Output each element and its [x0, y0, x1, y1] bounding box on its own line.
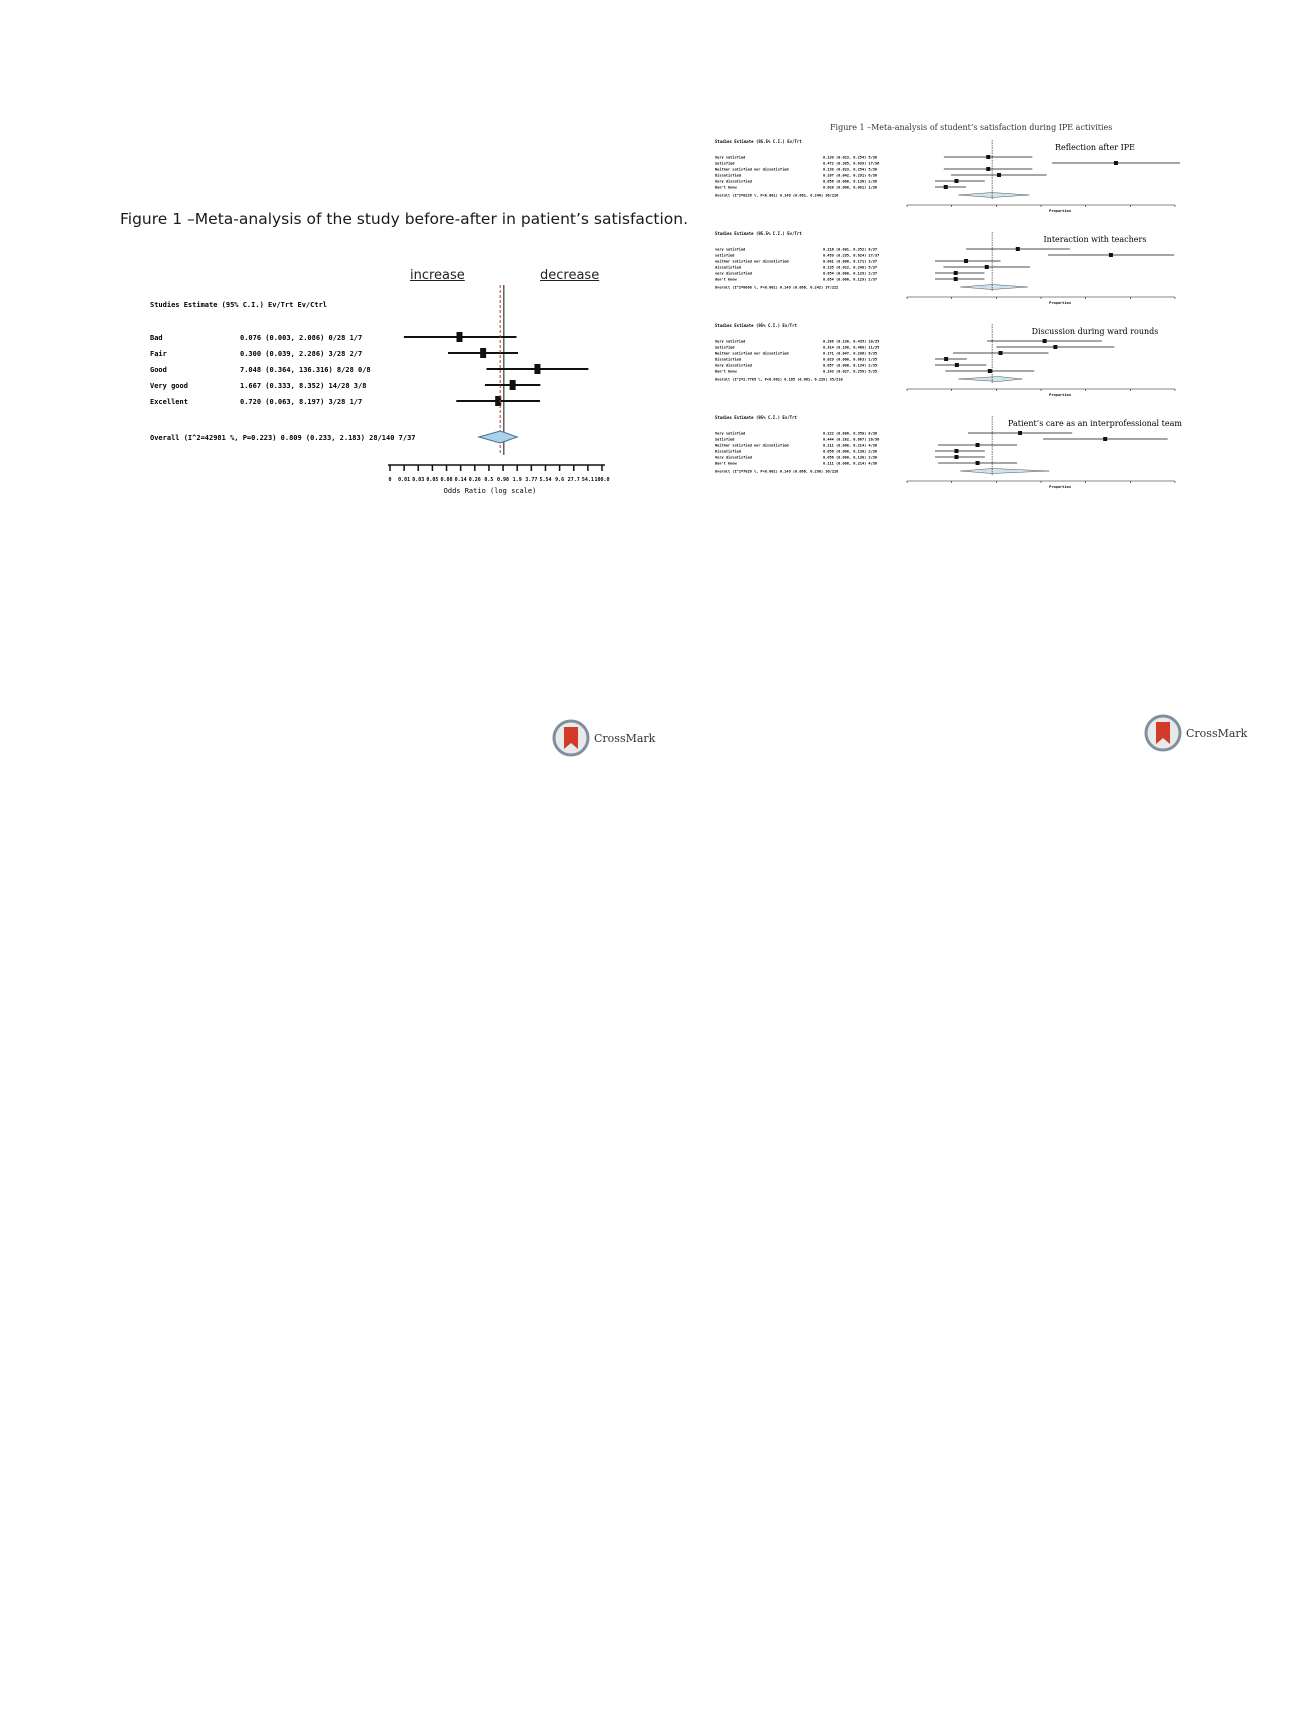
left-forest-row-label: Excellent — [150, 398, 188, 406]
right-forest-panel-title: Interaction with teachers — [1043, 235, 1147, 244]
increase-label: increase — [410, 268, 465, 283]
right-forest-row-stats: 0.056 (0.000, 0.130) 2/36 — [823, 455, 878, 460]
right-forest-row-stats: 0.081 (0.000, 0.171) 3/37 — [823, 259, 878, 264]
right-forest-row-stats: 0.459 (0.295, 0.624) 17/37 — [823, 253, 880, 258]
right-forest-row-label: Very satisfied — [715, 431, 746, 436]
right-forest-point — [954, 271, 958, 275]
right-forest-row-stats: 0.286 (0.136, 0.435) 10/35 — [823, 339, 880, 344]
right-forest-row-label: satisfied — [715, 253, 735, 258]
right-forest-row-label: don't know — [715, 277, 737, 282]
right-forest-row-stats: 0.054 (0.000, 0.129) 2/37 — [823, 277, 878, 282]
right-forest-point — [976, 443, 980, 447]
right-forest-point — [1016, 247, 1020, 251]
right-forest-header: Studies Estimate (95% C.I.) Ev/Trt — [715, 415, 797, 420]
left-forest-overall-diamond — [479, 431, 517, 443]
right-forest-xlabel: Proportion — [1049, 209, 1071, 213]
right-forest-row-stats: 0.143 (0.027, 0.259) 5/35 — [823, 369, 878, 374]
right-forest-row-label: Don't know — [715, 461, 737, 466]
right-forest-row-label: Neither satisfied nor dissatisfied — [715, 167, 789, 172]
right-forest-row-label: very satisfied — [715, 247, 746, 252]
left-forest-row-stats: 0.720 (0.063, 8.197) 3/28 1/7 — [240, 398, 363, 406]
right-forest-point — [944, 185, 948, 189]
right-forest-row-label: Very dissatisfied — [715, 363, 752, 368]
right-forest-panel-title: Reflection after IPE — [1054, 143, 1136, 152]
right-figure-title: Figure 1 –Meta-analysis of student’s satisfaction during IPE activities — [830, 123, 1113, 132]
left-forest-tick-label: 0.26 — [468, 477, 481, 483]
crossmark-badge-left[interactable] — [552, 719, 655, 757]
right-forest-row-label: Very satisfied — [715, 155, 746, 160]
right-forest-point — [1114, 161, 1118, 165]
right-forest-plots — [715, 135, 1235, 515]
right-forest-row-stats: 0.139 (0.023, 0.254) 5/36 — [823, 167, 878, 172]
left-forest-row-label: Very good — [150, 382, 188, 390]
right-forest-xlabel: Proportion — [1049, 485, 1071, 489]
left-forest-row-label: Bad — [150, 334, 163, 342]
left-forest-tick-label: 54.1 — [581, 477, 594, 483]
left-forest-row-stats: 1.667 (0.333, 8.352) 14/28 3/8 — [240, 382, 367, 390]
right-forest-point — [1109, 253, 1113, 257]
right-forest-panel-title: Patient’s care as an interprofessional team — [1008, 419, 1182, 428]
right-forest-row-stats: 0.216 (0.081, 0.352) 8/37 — [823, 247, 878, 252]
left-forest-tick-label: 0.05 — [426, 477, 439, 483]
right-forest-row-label: Don't know — [715, 369, 737, 374]
left-forest-overall: Overall (I^2=42981 %, P=0.223) 0.809 (0.233, 2.183) 28/140 7/37 — [150, 434, 416, 442]
left-forest-tick-label: 0.08 — [440, 477, 453, 483]
right-forest-point — [988, 369, 992, 373]
right-forest-point — [954, 455, 958, 459]
right-forest-row-stats: 0.057 (0.000, 0.134) 2/35 — [823, 363, 878, 368]
right-forest-panel — [715, 415, 1182, 489]
right-forest-point — [1018, 431, 1022, 435]
right-forest-row-stats: 0.139 (0.023, 0.254) 5/36 — [823, 155, 878, 160]
right-forest-panel — [715, 231, 1175, 305]
right-forest-overall: Overall (I^2=8226 %, P<0.001) 0.149 (0.061, 0.246) 36/216 — [715, 193, 839, 198]
left-forest-point — [510, 380, 516, 390]
right-forest-row-label: Neither satisfied nor dissatisfied — [715, 443, 789, 448]
right-forest-row-label: dissatisfied — [715, 265, 741, 270]
right-forest-row-label: neither satisfied nor dissatisfied — [715, 259, 789, 264]
right-forest-point — [999, 351, 1003, 355]
right-forest-overall: Overall (I^2=8068 %, P<0.001) 0.149 (0.066, 0.242) 37/222 — [715, 285, 839, 290]
right-forest-row-label: Very dissatisfied — [715, 179, 752, 184]
right-forest-overall: Overall (I^2=2.7785 %, P<0.001) 0.165 (0.061, 0.228) 35/210 — [715, 377, 843, 382]
right-forest-xlabel: Proportion — [1049, 301, 1071, 305]
right-forest-row-stats: 0.167 (0.042, 0.291) 6/36 — [823, 173, 878, 178]
right-forest-row-stats: 0.056 (0.000, 0.130) 2/36 — [823, 179, 878, 184]
right-forest-overall-diamond — [960, 285, 1027, 290]
left-figure-title: Figure 1 –Meta-analysis of the study before-after in patient’s satisfaction. — [120, 210, 689, 228]
decrease-label: decrease — [540, 268, 600, 283]
right-forest-row-stats: 0.135 (0.022, 0.248) 5/37 — [823, 265, 878, 270]
left-forest-tick-label: 0.98 — [497, 477, 510, 483]
right-forest-row-stats: 0.171 (0.047, 0.296) 6/35 — [823, 351, 878, 356]
left-forest-tick-label: 5.54 — [539, 477, 552, 483]
left-forest-row-stats: 0.300 (0.039, 2.286) 3/28 2/7 — [240, 350, 363, 358]
right-forest-row-stats: 0.314 (0.160, 0.468) 11/35 — [823, 345, 880, 350]
right-forest-row-stats: 0.056 (0.000, 0.130) 2/36 — [823, 449, 878, 454]
right-forest-header: Studies Estimate (95% C.I.) Ev/Trt — [715, 323, 797, 328]
crossmark-label: CrossMark — [1186, 726, 1248, 740]
right-forest-row-label: Dissatisfied — [715, 357, 741, 362]
right-forest-panel-title: Discussion during ward rounds — [1031, 327, 1159, 336]
crossmark-icon — [1144, 714, 1182, 752]
left-forest-tick-label: 1.9 — [512, 477, 522, 483]
right-forest-header: Studies Estimate (95.5% C.I.) Ev/Trt — [715, 139, 802, 144]
right-forest-point — [1043, 339, 1047, 343]
right-forest-point — [954, 179, 958, 183]
right-forest-row-label: Dissatisfied — [715, 449, 741, 454]
right-forest-point — [976, 461, 980, 465]
right-forest-point — [985, 265, 989, 269]
right-forest-row-stats: 0.111 (0.008, 0.214) 4/36 — [823, 461, 878, 466]
right-forest-panel — [715, 139, 1180, 213]
left-forest-tick-label: 0 — [388, 477, 392, 483]
right-forest-point — [986, 155, 990, 159]
right-forest-row-stats: 0.472 (0.305, 0.639) 17/36 — [823, 161, 880, 166]
left-forest-row-label: Good — [150, 366, 167, 374]
right-forest-row-label: Neither satisfied nor dissatisfied — [715, 351, 789, 356]
right-forest-panel — [715, 323, 1175, 397]
right-forest-point — [986, 167, 990, 171]
left-forest-point — [480, 348, 486, 358]
left-forest-row-stats: 7.048 (0.364, 136.316) 8/28 0/8 — [240, 366, 371, 374]
right-forest-row-stats: 0.029 (0.000, 0.083) 1/35 — [823, 357, 878, 362]
left-forest-tick-label: 0.5 — [484, 477, 494, 483]
left-forest-tick-label: 100.0 — [594, 477, 610, 483]
left-forest-xlabel: Odds Ratio (log scale) — [443, 487, 537, 495]
right-forest-row-label: very dissatisfied — [715, 271, 752, 276]
crossmark-badge-right[interactable] — [1144, 714, 1247, 752]
right-forest-row-stats: 0.054 (0.000, 0.129) 2/37 — [823, 271, 878, 276]
left-forest-row-stats: 0.076 (0.003, 2.086) 0/28 1/7 — [240, 334, 363, 342]
right-forest-point — [955, 363, 959, 367]
right-forest-row-label: Satisfied — [715, 161, 735, 166]
right-forest-point — [1103, 437, 1107, 441]
right-forest-point — [964, 259, 968, 263]
right-forest-overall-diamond — [958, 193, 1029, 198]
left-forest-row-label: Fair — [150, 350, 167, 358]
right-forest-row-label: Satisfied — [715, 437, 735, 442]
left-forest-tick-label: 0.14 — [454, 477, 467, 483]
crossmark-icon — [552, 719, 590, 757]
right-forest-point — [944, 357, 948, 361]
left-forest-tick-label: 0.03 — [412, 477, 425, 483]
right-forest-row-stats: 0.222 (0.086, 0.358) 8/36 — [823, 431, 878, 436]
left-forest-plot — [150, 285, 620, 505]
crossmark-label: CrossMark — [594, 731, 656, 745]
right-forest-row-stats: 0.111 (0.008, 0.214) 4/36 — [823, 443, 878, 448]
right-forest-xlabel: Proportion — [1049, 393, 1071, 397]
left-forest-point — [534, 364, 540, 374]
right-forest-point — [954, 449, 958, 453]
right-forest-row-label: Dissatisfied — [715, 173, 741, 178]
left-forest-header: Studies Estimate (95% C.I.) Ev/Trt Ev/Ctrl — [150, 301, 328, 309]
left-forest-tick-label: 3.77 — [525, 477, 538, 483]
right-forest-row-stats: 0.444 (0.282, 0.607) 16/36 — [823, 437, 880, 442]
right-forest-row-label: Don't know — [715, 185, 737, 190]
right-forest-header: Studies Estimate (95.5% C.I.) Ev/Trt — [715, 231, 802, 236]
left-forest-point — [457, 332, 463, 342]
right-forest-row-stats: 0.028 (0.000, 0.081) 1/36 — [823, 185, 878, 190]
right-forest-point — [997, 173, 1001, 177]
left-forest-tick-label: 9.6 — [555, 477, 565, 483]
left-forest-tick-label: 0.01 — [398, 477, 411, 483]
left-forest-tick-label: 27.7 — [567, 477, 580, 483]
right-forest-row-label: Very dissatisfied — [715, 455, 752, 460]
right-forest-overall-diamond — [958, 377, 1022, 382]
right-forest-row-label: Very satisfied — [715, 339, 746, 344]
right-forest-point — [1053, 345, 1057, 349]
right-forest-overall-diamond — [960, 469, 1049, 474]
right-forest-overall: Overall (I^2=7826 %, P<0.001) 0.149 (0.066, 0.298) 36/216 — [715, 469, 839, 474]
right-forest-point — [954, 277, 958, 281]
right-forest-row-label: Satisfied — [715, 345, 735, 350]
